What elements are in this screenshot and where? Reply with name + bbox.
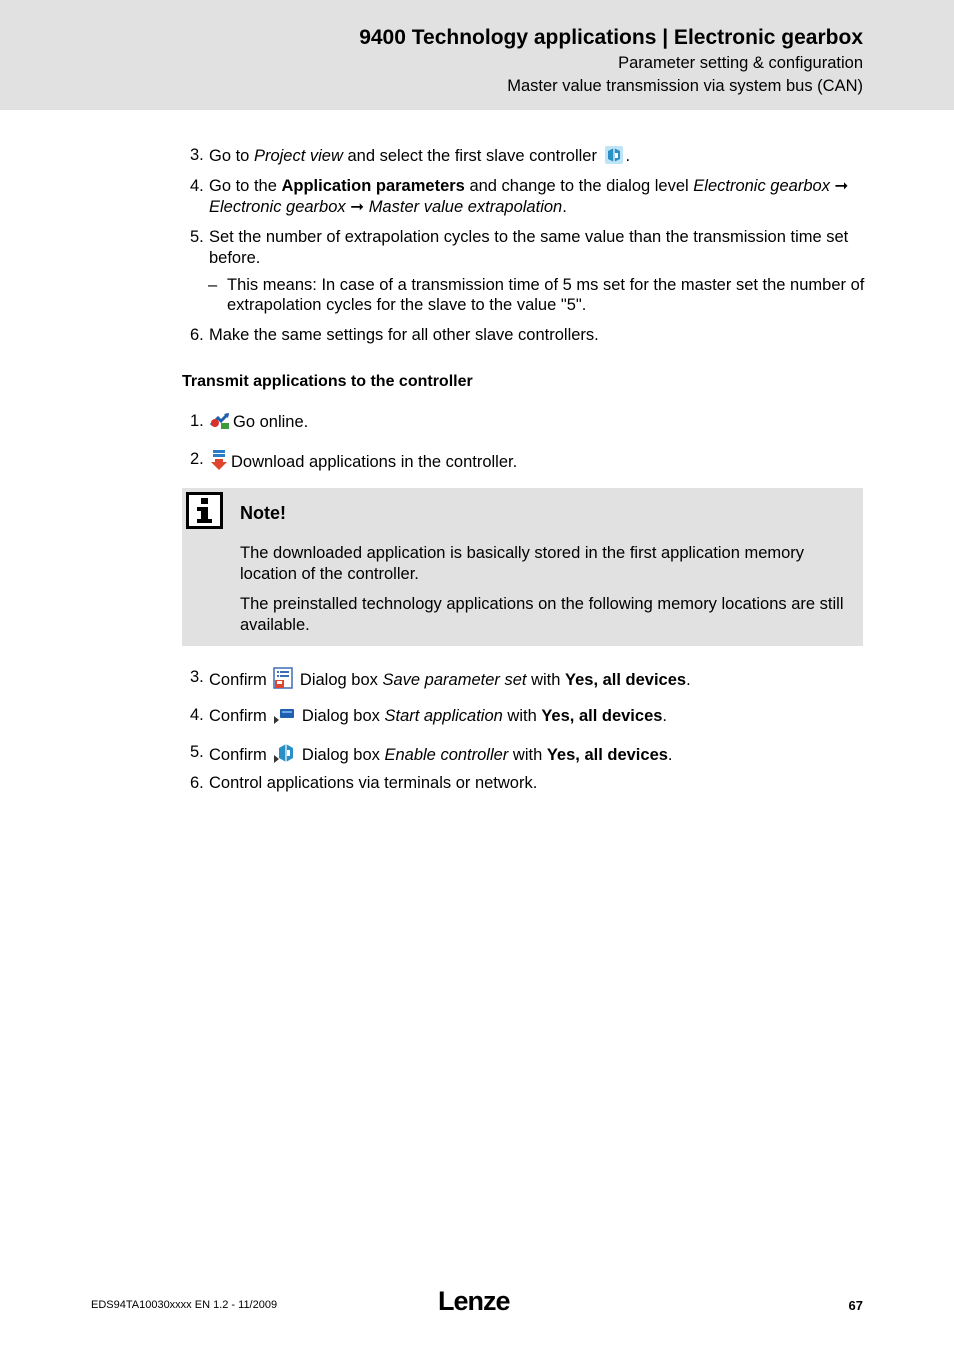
go-online-icon <box>209 411 231 437</box>
step-text: Go to the Application parameters and change to the dialog level Electronic gearbox ➞ Electronic gearbox ➞ Master value extrapolation. <box>209 177 849 216</box>
arrow-glyph: ➞ <box>350 198 365 216</box>
document-id: EDS94TA10030xxxx EN 1.2 - 11/2009 <box>91 1299 278 1311</box>
sub-list-text: This means: In case of a transmission time of 5 ms set for the master set the number of extrapolation cycles for the slave to the value "5". <box>227 276 865 314</box>
header-subtitle-topic: Master value transmission via system bus (CAN) <box>507 77 863 95</box>
page-number: 67 <box>848 1298 863 1313</box>
step-number: 5. <box>190 743 204 761</box>
note-box <box>182 488 863 646</box>
slave-controller-icon <box>604 145 624 171</box>
step-text: Confirm Dialog box Start application with Yes, all devices. <box>209 705 869 731</box>
step-text: Go online. <box>209 411 869 437</box>
step-number: 2. <box>190 450 204 468</box>
step-number: 4. <box>190 177 204 195</box>
header-title: 9400 Technology applications | Electronic gearbox <box>359 26 863 49</box>
step-text: Go to Project view and select the first slave controller . <box>209 145 869 171</box>
step-number: 5. <box>190 228 204 246</box>
step-text: Confirm Dialog box Save parameter set with Yes, all devices. <box>209 667 869 695</box>
page-header <box>0 0 954 110</box>
note-paragraph: The downloaded application is basically stored in the first application memory location of the controller. <box>240 544 805 583</box>
step-text: Set the number of extrapolation cycles to the same value than the transmission time set before. <box>209 228 849 267</box>
start-application-icon <box>273 705 295 731</box>
step-number: 6. <box>190 774 204 792</box>
step-number: 4. <box>190 706 204 724</box>
arrow-glyph: ➞ <box>834 177 849 195</box>
dash-bullet: – <box>208 276 218 294</box>
step-number: 6. <box>190 326 204 344</box>
step-text: Control applications via terminals or network. <box>209 774 538 792</box>
info-icon <box>186 492 223 529</box>
lenze-logo: Lenze <box>438 1286 510 1316</box>
note-paragraph: The preinstalled technology applications on the following memory locations are still available. <box>240 595 844 634</box>
step-text: Download applications in the controller. <box>209 449 869 477</box>
header-subtitle-section: Parameter setting & configuration <box>618 54 863 72</box>
save-parameter-set-icon <box>273 667 293 695</box>
download-icon <box>209 449 229 477</box>
step-number: 3. <box>190 668 204 686</box>
step-text: Confirm Dialog box Enable controller with Yes, all devices. <box>209 742 869 770</box>
enable-controller-icon <box>273 742 295 770</box>
step-number: 1. <box>190 412 204 430</box>
note-title: Note! <box>240 503 286 523</box>
step-text: Make the same settings for all other slave controllers. <box>209 326 599 344</box>
step-number: 3. <box>190 146 204 164</box>
section-heading: Transmit applications to the controller <box>182 373 473 390</box>
